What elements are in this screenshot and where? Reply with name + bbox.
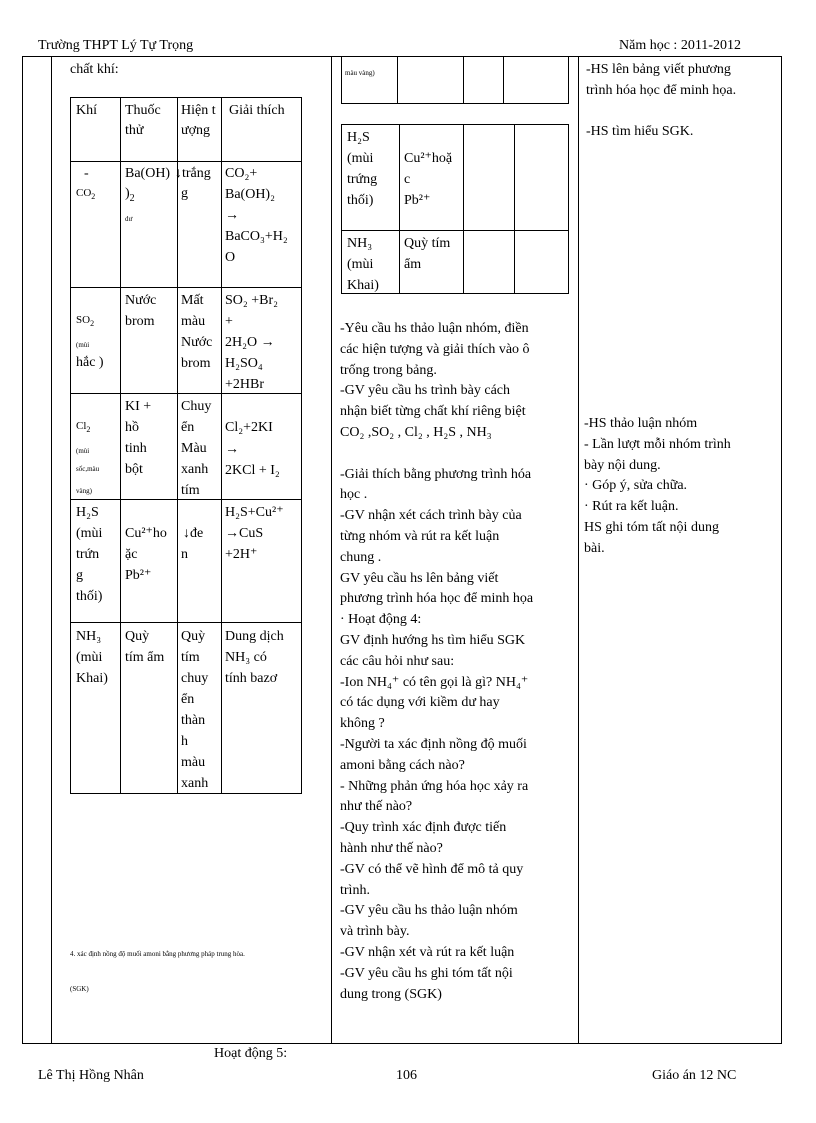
section4-title: 4. xác định nồng độ muối amoni bằng phương pháp trung hòa.: [70, 950, 245, 958]
row3-reagent-2: hồ: [125, 420, 139, 435]
row5-phenomenon-8: xanh: [181, 776, 209, 791]
mini-top-cell: màu vàng): [345, 69, 375, 77]
school-year: Năm học : 2011-2012: [619, 38, 741, 53]
mini-r2-gas-1: NH₃: [347, 236, 373, 251]
row3-expl-2: →: [225, 442, 239, 457]
frame-col0: [51, 57, 52, 1044]
mini-r2-gas-3: Khai): [347, 278, 379, 293]
frame-bottom: [22, 1043, 782, 1044]
mini-r2-reagent-2: ẩm: [404, 257, 422, 272]
row5-gas-3: Khai): [76, 671, 108, 686]
th-phenomenon: Hiện tượng: [181, 103, 216, 138]
row1-expl-4: BaCO₃+H₂: [225, 229, 288, 244]
row5-phenomenon-5: thàn: [181, 713, 206, 728]
row5-phenomenon-7: màu: [181, 755, 206, 770]
row4-reagent-1: Cu²⁺ho: [125, 526, 167, 541]
row2-gas: $SO_2$: [76, 314, 95, 329]
row4-reagent-2: ặc: [125, 547, 138, 562]
row1-reagent-note: dư: [125, 215, 133, 223]
row2-expl-5: +2HBr: [225, 377, 265, 392]
mini-r1-gas-1: H₂S: [347, 130, 370, 145]
row5-gas-2: (mùi: [76, 650, 103, 665]
school-name: Trường THPT Lý Tự Trọng: [38, 38, 194, 53]
footer-doc-title: Giáo án 12 NC: [652, 1068, 737, 1083]
mini-r1-gas-2: (mùi: [347, 151, 374, 166]
row2-expl-2: +: [225, 314, 233, 329]
activity5-heading: Hoạt động 5:: [214, 1046, 288, 1061]
row4-phenomenon-2: n: [181, 547, 188, 562]
mini-r1-gas-3: trứng: [347, 172, 378, 187]
row4-reagent-3: Pb²⁺: [125, 568, 152, 583]
mini-r2-gas-2: (mùi: [347, 257, 374, 272]
row1-reagent-2: )$_2$: [125, 186, 135, 204]
row4-gas-3: trứn: [76, 547, 100, 562]
row4-gas-1: H₂S: [76, 505, 99, 520]
row3-phenomenon-3: Màu: [181, 441, 207, 456]
row1-expl-5: O: [225, 250, 236, 265]
row3-expl-1: Cl₂+2KI: [225, 420, 273, 435]
footer-page-number: 106: [396, 1068, 417, 1083]
row2-phenomenon-4: brom: [181, 356, 211, 371]
row2-phenomenon: Mất: [181, 293, 204, 308]
row3-reagent-4: bột: [125, 462, 143, 477]
row3-phenomenon-5: tím: [181, 483, 200, 498]
frame-left: [22, 57, 23, 1044]
student-bottom: -HS thảo luận nhóm - Lần lượt mỗi nhóm trình bày nội dung. · Góp ý, sửa chữa. · Rút ra kết luận. HS ghi tóm tất nội dung bài.: [584, 416, 731, 556]
teacher-activities: -Yêu cầu hs thảo luận nhóm, điền các hiện tượng và giải thích vào ô trống trong bảng. -GV yêu cầu hs trình bày cách nhận biết từng chất khí riêng biệt CO₂ ,SO₂ , Cl₂ , H₂S , NH₃ -Giải thích bằng phương trình hóa học . -GV nhận xét cách trình bày của từng nhóm và rút ra kết luận chung . GV yêu cầu hs lên bảng viết phương trình hóa học để minh họa · Hoạt động 4: GV định hướng hs tìm hiểu SGK các câu hỏi như sau: -Ion NH₄⁺ có tên gọi là gì? NH₄⁺ có tác dụng với kiềm dư hay không ? -Người ta xác định nồng độ muối amoni bằng cách nào? - Những phản ứng hóa học xảy ra như thế nào? -Quy trình xác định được tiến hành như thế nào? -GV có thể vẽ hình để mô tả quy trình. -GV yêu cầu hs thảo luận nhóm và trình bày. -GV nhận xét và rút ra kết luận -GV yêu cầu hs ghi tóm tất nội dung trong (SGK): [340, 321, 534, 1002]
frame-right: [781, 57, 782, 1044]
row4-expl-1: H₂S+Cu²⁺: [225, 505, 284, 520]
row3-gas-note-2: sốc,màu: [76, 465, 100, 473]
row5-phenomenon-2: tím: [181, 650, 200, 665]
row3-gas-note-1: (mùi: [76, 447, 90, 455]
row4-expl-3: +2H⁺: [225, 547, 258, 562]
row3-expl-3: 2KCl + I₂: [225, 463, 280, 478]
section4-ref: (SGK): [70, 985, 89, 993]
row5-phenomenon-3: chuy: [181, 671, 209, 686]
th-gas: Khí: [76, 103, 97, 118]
row1-expl-1: CO₂+: [225, 166, 258, 181]
footer-author: Lê Thị Hồng Nhân: [38, 1068, 144, 1083]
row2-expl-3: 2H₂O →: [225, 335, 275, 350]
row4-gas-2: (mùi: [76, 526, 103, 541]
frame-col1: [331, 57, 332, 1044]
row5-phenomenon-6: h: [181, 734, 188, 749]
row1-gas-formula: $CO_2$: [76, 187, 96, 202]
mini-r1-reagent-1: Cu²⁺hoặ: [404, 151, 453, 166]
mini-r1-reagent-2: c: [404, 172, 411, 187]
mini-r1-reagent-3: Pb²⁺: [404, 193, 431, 208]
row4-phenomenon-1: ↓đe: [183, 526, 204, 541]
row1-expl-2: Ba(OH)₂: [225, 187, 275, 202]
row5-expl-1: Dung dịch: [225, 629, 284, 644]
student-top: -HS lên bảng viết phương trình hóa học để minh họa.: [586, 62, 737, 98]
row1-reagent: Ba(OH): [125, 166, 171, 181]
mini-r2-reagent-1: Quỳ tím: [404, 236, 451, 251]
row3-gas-note-3: vàng): [76, 487, 92, 495]
row2-phenomenon-3: Nước: [181, 335, 213, 350]
row2-phenomenon-2: màu: [181, 314, 206, 329]
row3-phenomenon-1: Chuy: [181, 399, 212, 414]
row5-reagent-1: Quỳ: [125, 629, 150, 644]
gas-intro: chất khí:: [70, 62, 119, 77]
th-explanation: Giải thích: [229, 103, 285, 118]
mini-r1-gas-4: thối): [347, 193, 374, 208]
row2-reagent: Nước: [125, 293, 157, 308]
row3-phenomenon-4: xanh: [181, 462, 209, 477]
student-mid: -HS tìm hiểu SGK.: [586, 124, 694, 139]
row5-reagent-2: tím ẩm: [125, 650, 165, 665]
header-rule: [22, 56, 782, 57]
row5-gas-1: NH₃: [76, 629, 102, 644]
row5-expl-2: NH₃ có: [225, 650, 267, 665]
row5-expl-3: tính bazơ: [225, 671, 278, 686]
row1-phenomenon-2: g: [181, 186, 188, 201]
row3-reagent-3: tinh: [125, 441, 147, 456]
row2-expl-4: H₂SO₄: [225, 356, 263, 371]
row2-expl-1: SO₂ +Br₂: [225, 293, 279, 308]
row3-gas: $Cl_2$: [76, 420, 91, 435]
th-reagent: Thuốc thử: [125, 103, 161, 138]
row2-reagent-2: brom: [125, 314, 155, 329]
row4-gas-5: thối): [76, 589, 103, 604]
row2-gas-2: hắc ): [76, 355, 104, 370]
row1-expl-3: →: [225, 208, 239, 223]
row3-phenomenon-2: ển: [181, 420, 195, 435]
row4-expl-2: →CuS: [225, 526, 264, 541]
row4-gas-4: g: [76, 568, 83, 583]
row5-phenomenon-1: Quỳ: [181, 629, 206, 644]
row1-gas: -: [84, 166, 89, 181]
row2-gas-note: (mùi: [76, 341, 90, 349]
frame-col2: [578, 57, 579, 1044]
row3-reagent-1: KI +: [125, 399, 152, 414]
row5-phenomenon-4: ển: [181, 692, 195, 707]
row1-phenomenon: ↓trắng: [175, 166, 211, 181]
